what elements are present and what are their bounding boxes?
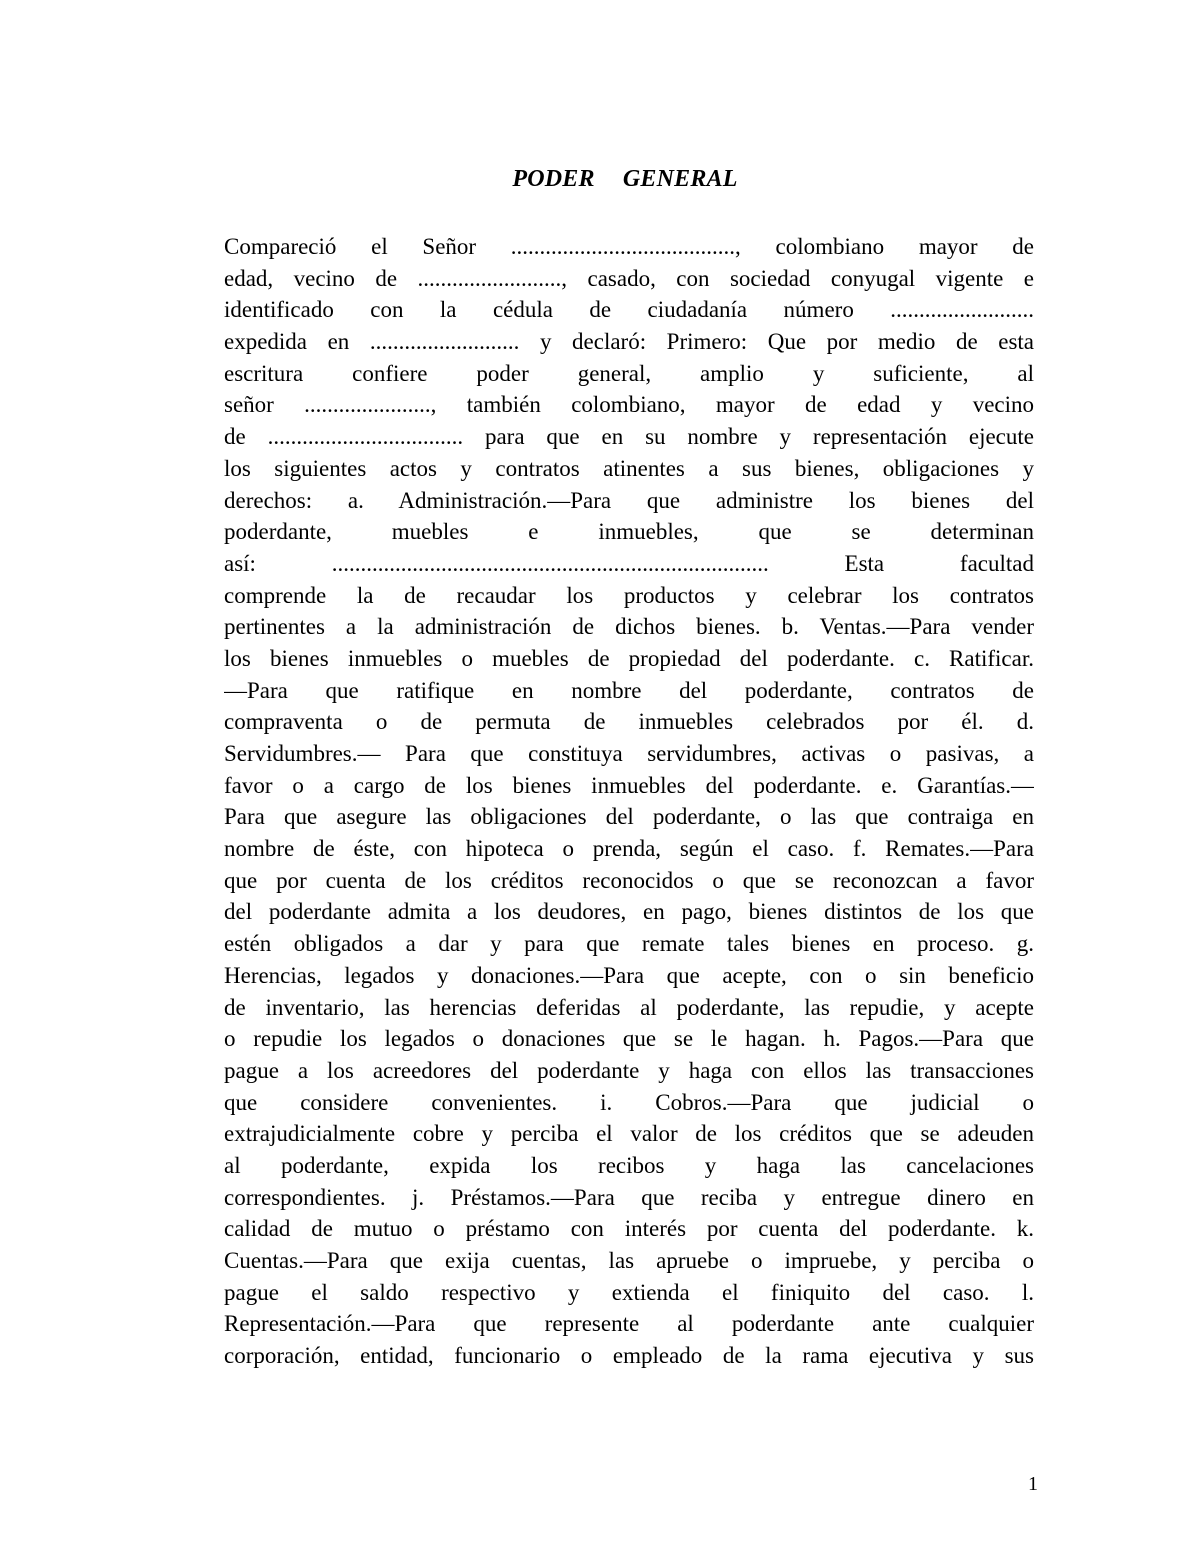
body-line: estén obligados a dar y para que remate tales bienes en proceso. g. xyxy=(224,931,1034,957)
page-number: 1 xyxy=(1028,1473,1038,1495)
body-line: así: ............................................................................ Esta facultad xyxy=(224,550,1034,576)
body-line: favor o a cargo de los bienes inmuebles del poderdante. e. Garantías.— xyxy=(224,772,1034,798)
body-line: Para que asegure las obligaciones del poderdante, o las que contraiga en xyxy=(224,804,1034,830)
body-line: pertinentes a la administración de dichos bienes. b. Ventas.—Para vender xyxy=(224,614,1034,640)
body-line: Compareció el Señor ......................................., colombiano mayor de xyxy=(224,234,1034,259)
body-line: compraventa o de permuta de inmuebles celebrados por él. d. xyxy=(224,709,1034,735)
body-line: identificado con la cédula de ciudadanía número ......................... xyxy=(224,297,1034,323)
body-line: que considere convenientes. i. Cobros.—Para que judicial o xyxy=(224,1089,1034,1115)
document-body xyxy=(224,231,1034,1372)
body-line: —Para que ratifique en nombre del poderdante, contratos de xyxy=(224,677,1034,703)
body-line: los bienes inmuebles o muebles de propiedad del poderdante. c. Ratificar. xyxy=(224,645,1034,671)
body-line: expedida en .......................... y declaró: Primero: Que por medio de esta xyxy=(224,329,1034,355)
body-line: del poderdante admita a los deudores, en pago, bienes distintos de los que xyxy=(224,899,1034,925)
document-title: PODER GENERAL xyxy=(512,166,738,192)
body-line: nombre de éste, con hipoteca o prenda, según el caso. f. Remates.—Para xyxy=(224,836,1034,862)
body-line: Cuentas.—Para que exija cuentas, las apruebe o impruebe, y perciba o xyxy=(224,1248,1034,1273)
body-line: Servidumbres.— Para que constituya servidumbres, activas o pasivas, a xyxy=(224,741,1034,766)
body-line: pague el saldo respectivo y extienda el finiquito del caso. l. xyxy=(224,1279,1034,1305)
body-line: los siguientes actos y contratos atinentes a sus bienes, obligaciones y xyxy=(224,455,1034,481)
body-line: edad, vecino de ........................., casado, con sociedad conyugal vigente e xyxy=(224,265,1034,291)
body-line: al poderdante, expida los recibos y haga las cancelaciones xyxy=(224,1152,1034,1178)
body-line: Herencias, legados y donaciones.—Para que acepte, con o sin beneficio xyxy=(224,962,1034,988)
body-line: de inventario, las herencias deferidas al poderdante, las repudie, y acepte xyxy=(224,994,1034,1020)
body-line: calidad de mutuo o préstamo con interés por cuenta del poderdante. k. xyxy=(224,1216,1034,1242)
body-line: extrajudicialmente cobre y perciba el valor de los créditos que se adeuden xyxy=(224,1121,1034,1147)
body-line: comprende la de recaudar los productos y celebrar los contratos xyxy=(224,582,1034,608)
body-line: de .................................. para que en su nombre y representación ejecute xyxy=(224,424,1034,450)
body-line: pague a los acreedores del poderdante y haga con ellos las transacciones xyxy=(224,1057,1034,1083)
body-line: poderdante, muebles e inmuebles, que se determinan xyxy=(224,519,1034,545)
body-line: que por cuenta de los créditos reconocidos o que se reconozcan a favor xyxy=(224,867,1034,893)
body-line: correspondientes. j. Préstamos.—Para que reciba y entregue dinero en xyxy=(224,1184,1034,1210)
body-line: derechos: a. Administración.—Para que administre los bienes del xyxy=(224,487,1034,513)
body-line: señor ......................, también colombiano, mayor de edad y vecino xyxy=(224,392,1034,418)
body-line: escritura confiere poder general, amplio y suficiente, al xyxy=(224,360,1034,386)
body-line: o repudie los legados o donaciones que se le hagan. h. Pagos.—Para que xyxy=(224,1026,1034,1052)
body-line: Representación.—Para que represente al poderdante ante cualquier xyxy=(224,1311,1034,1337)
body-line: corporación, entidad, funcionario o empleado de la rama ejecutiva y sus xyxy=(224,1343,1034,1369)
